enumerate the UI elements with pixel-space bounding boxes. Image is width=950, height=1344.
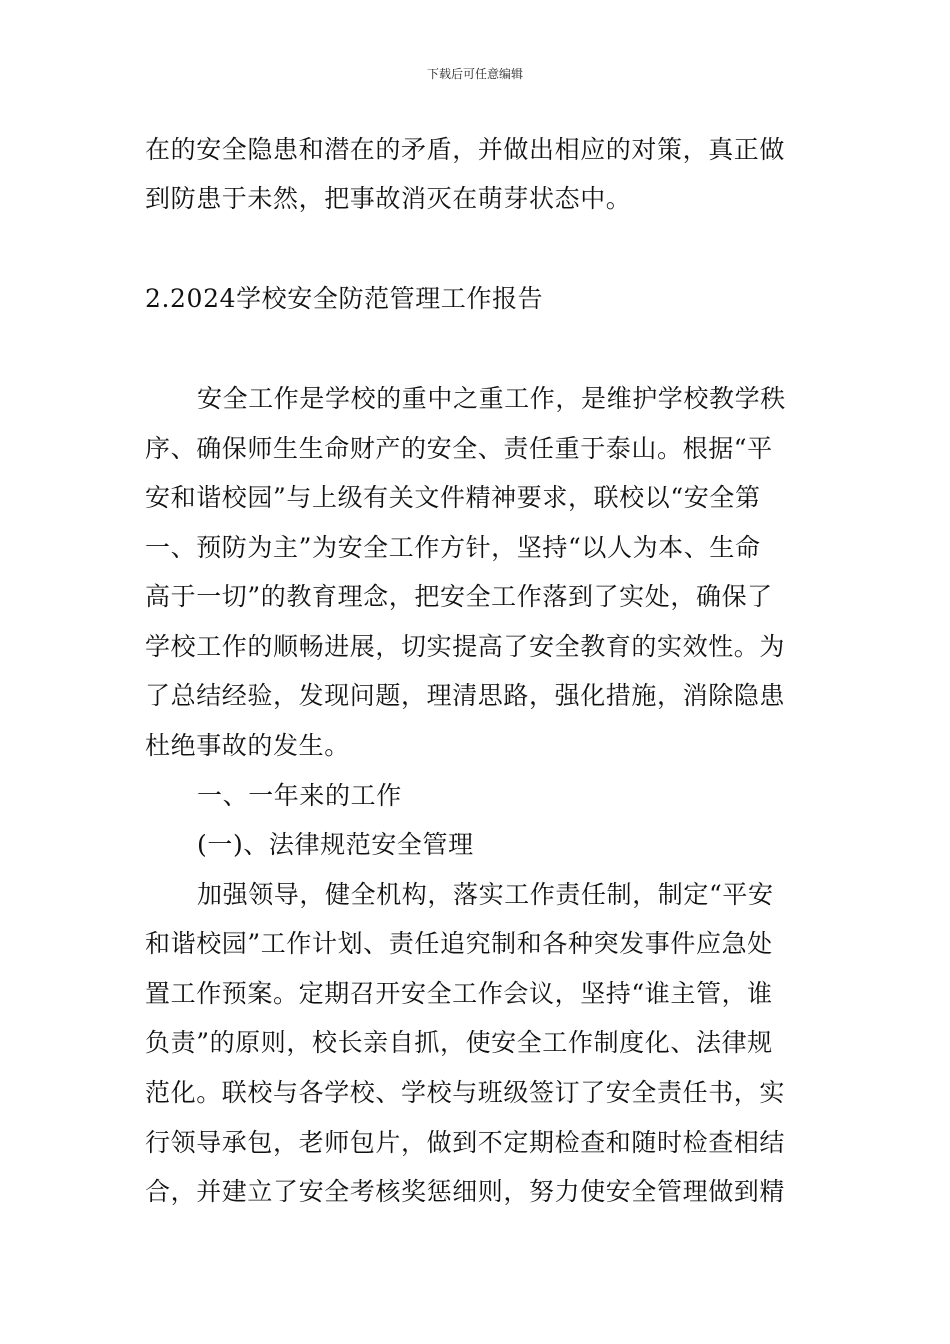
paragraph-first-line: 安全工作是学校的重中之重工作，是维护学校教学秩 [197, 384, 786, 413]
text-line: 范化。联校与各学校、学校与班级签订了安全责任书，实 [145, 1078, 786, 1107]
text-line: 一、预防为主”为安全工作方针，坚持“以人为本、生命 [145, 533, 761, 562]
page-header-note: 下载后可任意编辑 [426, 67, 523, 81]
text-line: 行领导承包，老师包片，做到不定期检查和随时检查相结 [145, 1128, 786, 1157]
text-line: 置工作预案。定期召开安全工作会议，坚持“谁主管，谁 [145, 979, 773, 1008]
paragraph-first-line: 加强领导，健全机构，落实工作责任制，制定“平安 [197, 880, 774, 909]
subheading: (一)、法律规范安全管理 [197, 830, 474, 859]
text-line: 和谐校园”工作计划、责任追究制和各种突发事件应急处 [145, 929, 773, 958]
text-line: 在的安全隐患和潜在的矛盾，并做出相应的对策，真正做 [145, 135, 786, 164]
text-line: 杜绝事故的发生。 [145, 731, 350, 760]
subheading: 一、一年来的工作 [197, 781, 402, 810]
section-heading: 2.2024学校安全防范管理工作报告 [145, 284, 544, 313]
text-line: 负责”的原则，校长亲自抓，使安全工作制度化、法律规 [145, 1028, 773, 1057]
text-line: 安和谐校园”与上级有关文件精神要求，联校以“安全第 [145, 483, 761, 512]
text-line: 序、确保师生生命财产的安全、责任重于泰山。根据“平 [145, 434, 773, 463]
text-line: 到防患于未然，把事故消灭在萌芽状态中。 [145, 184, 632, 213]
text-line: 学校工作的顺畅进展，切实提高了安全教育的实效性。为 [145, 632, 786, 661]
text-line: 高于一切”的教育理念，把安全工作落到了实处，确保了 [145, 582, 773, 611]
text-line: 了总结经验，发现问题，理清思路，强化措施，消除隐患 [145, 681, 786, 710]
text-line: 合，并建立了安全考核奖惩细则，努力使安全管理做到精 [145, 1177, 786, 1206]
